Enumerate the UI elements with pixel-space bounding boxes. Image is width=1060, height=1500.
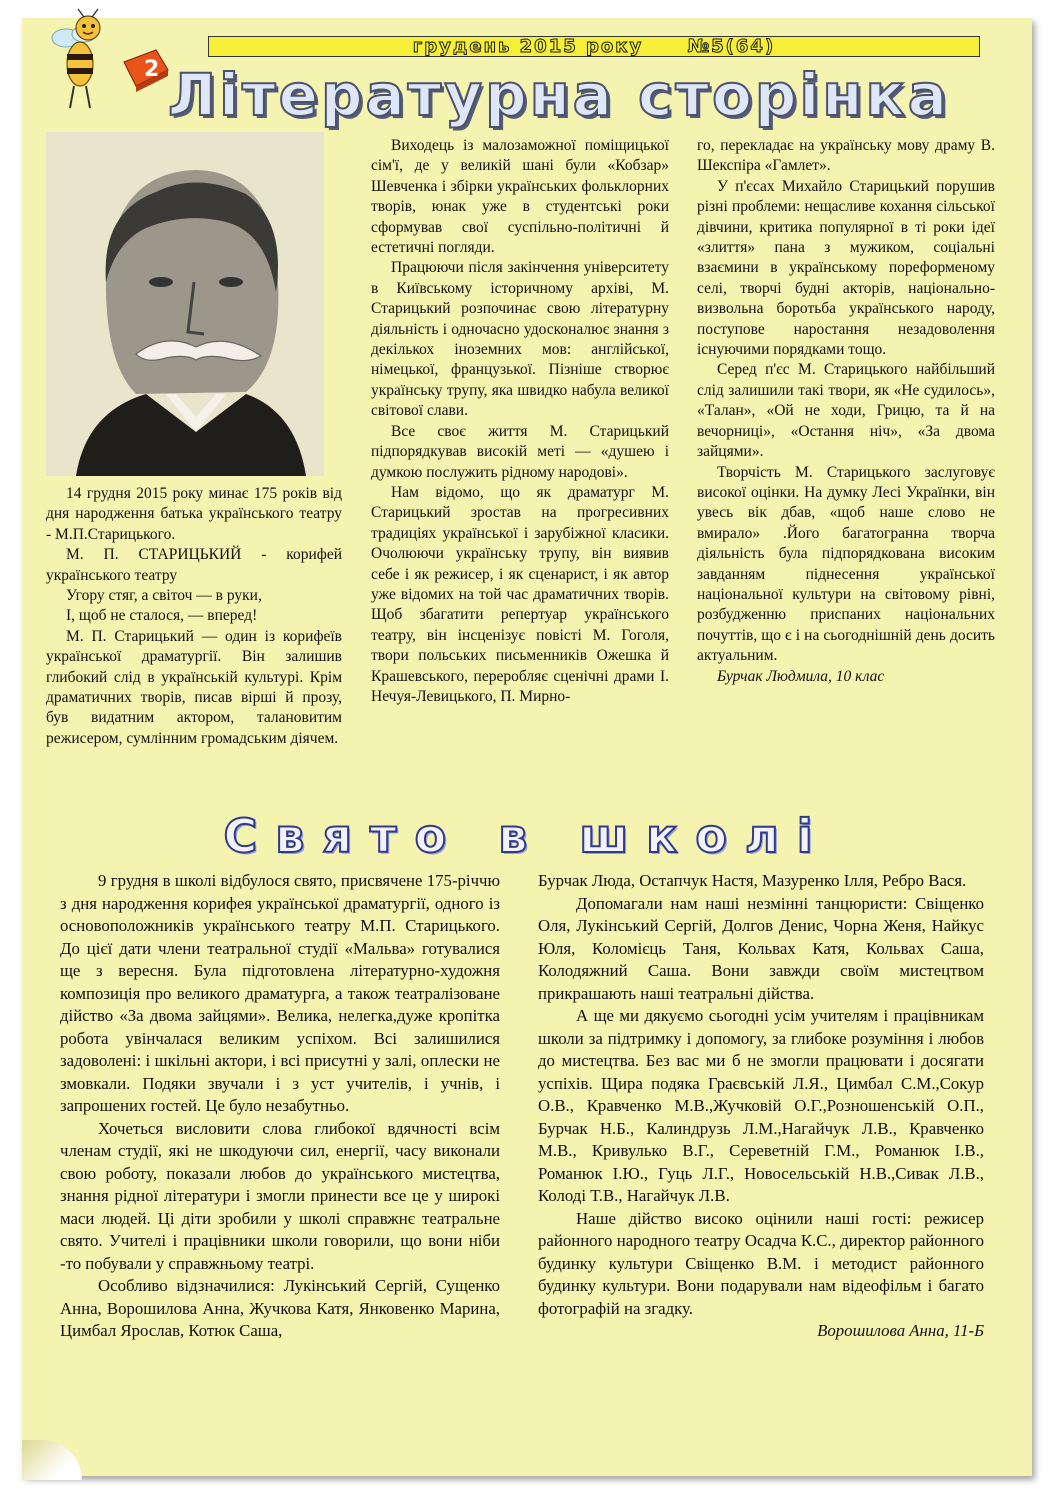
paragraph: Серед п'єс М. Старицького найбільший слід залишили такі твори, як «Не судилось», «Талан», «Ой не ходи, Грицю, та й на вечорниці», «Остання ніч», «За двома зайцями». [697, 361, 995, 461]
page-number-badge [120, 46, 170, 92]
paragraph: Нам відомо, що як драматург М. Старицький зростав на прогресивних традиціях української і зарубіжної класики. Очолюючи українську трупу, він виявив себе і як режисер, і як сценарист, і як автор уже відомих на той час драматичних творів. Щоб збагатити репертуар українського театру, він інсценізує повісті М. Гоголя, твори польських письменників Ожешка й Крашевського, переробляє сценічні драми І. Нечуя-Левицького, П. Мирно- [371, 483, 669, 705]
article2-title: Свято в школі [223, 809, 831, 863]
paragraph: Наше дійство високо оцінили наші гості: режисер районного народного театру Осадча К.С., директор районного будинку культури Свіщенко В.М. і методист районного будинку культури. Вони подарували нам відеофільм і багато фотографій на згадку. [538, 1208, 984, 1318]
paragraph: М. П. СТАРИЦЬКИЙ - корифей українського театру [46, 546, 342, 584]
portrait-starytskyi [46, 132, 324, 476]
page-number: 2 [144, 57, 160, 82]
paragraph: 9 грудня в школі відбулося свято, присвячене 175-річчю з дня народження корифея української драматургії, одного із основоположників українського театру М.П. Старицького. До цієї дати члени театральної студії «Мальва» готувалися ще з вересня. Була підготовлена літературно-художня композиція про великого драматурга, а також театралізоване дійство «За двома зайцями». Велика, нелегка,дуже кропітка робота увінчалася великим успіхом. Всі залишилися задоволені: і шкільні актори, і всі присутні у залі, оплески не змовкали. Подяки звучали і з уст учителів, і учнів, і запрошених гостей. Це було незабутньо. [60, 871, 500, 1115]
paragraph: 14 грудня 2015 року минає 175 років від дня народження батька українського театру - М.П.Старицького. [46, 485, 342, 543]
article2-column-1 [60, 870, 500, 1343]
paragraph: го, перекладає на українську мову драму В. Шекспіра «Гамлет». [697, 137, 995, 175]
issue-header-bar [208, 36, 980, 57]
issue-date: грудень 2015 року [412, 36, 644, 57]
article1-signature: Бурчак Людмила, 10 клас [717, 667, 885, 685]
article2-column-2 [538, 870, 984, 1343]
paragraph: Творчість М. Старицького заслуговує високої оцінки. На думку Лесі Українки, він увесь вік дбав, «щоб наше слово не вмирало» .Його багатогранна творча діяльність була підпорядкована високим завданням піднесення української національної культури на світовому рівні, розбудженню приспаних національних почуттів, що є і на сьогоднішній день досить актуальним. [697, 463, 995, 665]
article2-signature: Ворошилова Анна, 11-Б [817, 1321, 984, 1340]
article1-column-3 [697, 136, 995, 687]
paragraph: Працюючи після закінчення університету в Київському історичному архіві, М. Старицький розпочинає свою літературну діяльність і одночасно удосконалює знання з декількох іноземних мов: англійської, німецької, французької. Пізніше створює українську трупу, яка швидко набула великої світової слави. [371, 259, 669, 420]
issue-number: №5(64) [687, 36, 776, 57]
bee-mascot-icon [44, 8, 116, 116]
paragraph: Все своє життя М. Старицький підпорядкував високій меті — «душею і думкою послужить рідному народові». [371, 422, 669, 481]
paragraph: Бурчак Люда, Остапчук Настя, Мазуренко Ілля, Ребро Вася. [538, 871, 967, 890]
epigraph-line: Угору стяг, а світоч — в руки, [66, 587, 262, 605]
paragraph: Хочеться висловити слова глибокої вдячності всім членам студії, які не шкодуючи сил, енергії, часу виконали свою роботу, показали любов до українського мистецтва, знання рідної літератури і змогли принести все це у широкі маси людей. Ці діти зробили у школі справжнє театральне свято. Учителі і працівники школи говорили, що вони ніби -то побували у справжньому театрі. [60, 1118, 500, 1273]
article1-column-1 [46, 484, 342, 749]
article1-column-2 [371, 136, 669, 707]
paragraph: М. П. Старицький — один із корифеїв української драматургії. Він залишив глибокий слід в українській культурі. Крім драматичних творів, писав вірші й прозу, був видатним актором, талановитим режисером, сумлінним громадським діячем. [46, 627, 342, 747]
page-title: Літературна сторінка [168, 61, 950, 129]
paragraph: Допомагали нам наші незмінні танцюристи: Свіщенко Оля, Лукінський Сергій, Долгов Денис, Чорна Женя, Найкус Юля, Коломієць Таня, Кольвах Катя, Кольвах Саша, Колодяжний Саша. Вони завжди своїм мистецтвом прикрашають наші театральні дійства. [538, 893, 984, 1003]
paragraph: Виходець із малозаможної поміщицької сім'ї, де у великій шані були «Кобзар» Шевченка і збірки українських фольклорних творів, юнак уже в студентські роки сформував свої суспільно-політичні й естетичні погляди. [371, 137, 669, 257]
paragraph: У п'єсах Михайло Старицький порушив різні проблеми: нещасливе кохання сільської дівчини, критика популярної в ті роки ідеї «злиття» пана з мужиком, соціальні взаємини в українському пореформеному селі, творчі будні акторів, національно-визвольна боротьба українського народу, поступове наростання незадоволення існуючими порядками тощо. [697, 177, 995, 359]
paragraph: Особливо відзначилися: Лукінський Сергій, Сущенко Анна, Ворошилова Анна, Жучкова Катя, Янковенко Марина, Цимбал Ярослав, Котюк Саша, [60, 1276, 500, 1340]
paragraph: А ще ми дякуємо сьогодні усім учителям і працівникам школи за підтримку і допомогу, за глибоке розуміння і любов до мистецтва. Без вас ми б не змогли працювати і досягати успіхів. Щира подяка Граєвській Л.Я., Цимбал С.М.,Сокур О.В., Кравченко М.В.,Жучковій О.Г.,Розношенській О.П., Бурчак Н.Б., Калиндрузь Л.М.,Нагайчук Л.В., Кравченко М.В., Кривулько В.Г., Сереветній Г.М., Романюк І.В., Романюк І.Ю., Гуць Л.Г., Новосельській Н.В.,Сивак Л.В., Колоді Т.В., Нагайчук Л.В. [538, 1006, 984, 1205]
epigraph-line: І, щоб не сталося, — вперед! [66, 607, 258, 625]
